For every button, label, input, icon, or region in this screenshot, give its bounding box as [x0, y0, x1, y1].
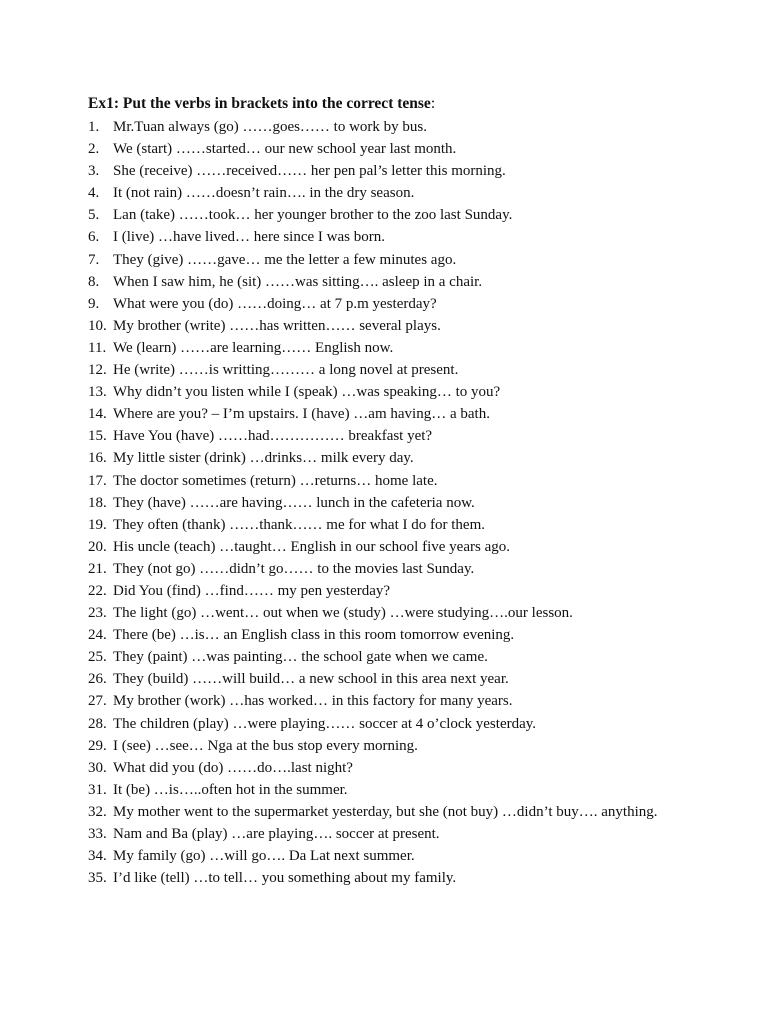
- item-number: 3.: [88, 163, 100, 180]
- exercise-title: Ex1: Put the verbs in brackets into the correct tense: [88, 95, 431, 112]
- item-text: There (be) …is… an English class in this room tomorrow evening.: [113, 627, 515, 644]
- list-item: [88, 359, 688, 381]
- item-number: 10.: [88, 317, 107, 334]
- item-text: My family (go) …will go…. Da Lat next summer.: [113, 848, 415, 865]
- item-number: 11.: [88, 339, 107, 356]
- item-text: Nam and Ba (play) …are playing…. soccer at present.: [113, 826, 440, 842]
- item-text: They often (thank) ……thank…… me for what I do for them.: [113, 516, 485, 533]
- list-item: [88, 602, 688, 624]
- item-text: We (learn) ……are learning…… English now.: [113, 339, 394, 356]
- list-item: [88, 646, 688, 668]
- list-item: [88, 182, 688, 204]
- item-text: They (build) ……will build… a new school in this area next year.: [113, 671, 509, 688]
- item-number: 24.: [88, 627, 107, 644]
- item-number: 21.: [88, 560, 107, 577]
- list-item: [88, 536, 688, 558]
- item-text: When I saw him, he (sit) ……was sitting…. asleep in a chair.: [113, 273, 483, 290]
- list-item: [88, 226, 688, 248]
- exercise-title-colon: :: [430, 95, 436, 112]
- item-number: 32.: [88, 803, 107, 820]
- item-number: 17.: [88, 472, 107, 489]
- item-text: Lan (take) ……took… her younger brother to the zoo last Sunday.: [113, 207, 513, 224]
- item-number: 7.: [88, 251, 100, 268]
- item-text: His uncle (teach) …taught… English in our school five years ago.: [113, 538, 510, 555]
- item-text: They (give) ……gave… me the letter a few minutes ago.: [113, 251, 457, 268]
- item-text: I’d like (tell) …to tell… you something about my family.: [113, 870, 457, 887]
- item-number: 18.: [88, 494, 107, 511]
- item-text: I (see) …see… Nga at the bus stop every morning.: [113, 737, 418, 754]
- item-text: Have You (have) ……had…………… breakfast yet?: [113, 428, 433, 445]
- item-number: 12.: [88, 362, 107, 379]
- item-text: It (be) …is…..often hot in the summer.: [113, 781, 348, 798]
- list-item: [88, 867, 688, 889]
- list-item: [88, 403, 688, 425]
- item-number: 35.: [88, 870, 107, 887]
- item-number: 20.: [88, 538, 107, 555]
- list-item: [88, 801, 688, 823]
- list-item: [88, 514, 688, 536]
- item-text: What were you (do) ……doing… at 7 p.m yesterday?: [113, 295, 437, 312]
- list-item: [88, 249, 688, 271]
- item-text: They (not go) ……didn’t go…… to the movies last Sunday.: [113, 560, 475, 577]
- list-item: [88, 558, 688, 580]
- list-item: [88, 315, 688, 337]
- item-text: The children (play) …were playing…… soccer at 4 o’clock yesterday.: [113, 715, 537, 732]
- item-text: He (write) ……is writting……… a long novel at present.: [113, 362, 459, 379]
- list-item: [88, 492, 688, 514]
- item-text: Why didn’t you listen while I (speak) …was speaking… to you?: [113, 384, 501, 401]
- list-item: [88, 735, 688, 757]
- list-item: [88, 470, 688, 492]
- list-item: [88, 757, 688, 779]
- item-text: My mother went to the supermarket yesterday, but she (not buy) …didn’t buy…. anything.: [113, 803, 658, 820]
- list-item: [88, 116, 688, 138]
- list-item: [88, 160, 688, 182]
- item-number: 27.: [88, 693, 107, 710]
- list-item: [88, 845, 688, 867]
- item-number: 25.: [88, 649, 107, 666]
- item-text: Mr.Tuan always (go) ……goes…… to work by bus.: [113, 119, 428, 135]
- item-text: We (start) ……started… our new school year last month.: [113, 141, 457, 158]
- item-number: 15.: [88, 428, 107, 445]
- list-item: [88, 713, 688, 735]
- item-number: 19.: [88, 516, 107, 533]
- item-number: 8.: [88, 273, 100, 290]
- list-item: [88, 624, 688, 646]
- item-number: 2.: [88, 141, 100, 158]
- item-number: 6.: [88, 229, 100, 246]
- item-number: 16.: [88, 450, 107, 467]
- exercise-heading: [88, 94, 435, 114]
- list-item: [88, 668, 688, 690]
- list-item: [88, 271, 688, 293]
- list-item: [88, 138, 688, 160]
- item-number: 31.: [88, 781, 107, 798]
- item-text: It (not rain) ……doesn’t rain…. in the dry season.: [113, 185, 415, 202]
- list-item: [88, 425, 688, 447]
- item-number: 14.: [88, 406, 107, 423]
- item-number: 5.: [88, 207, 100, 224]
- item-text: The doctor sometimes (return) …returns… home late.: [113, 472, 438, 489]
- item-number: 9.: [88, 295, 100, 312]
- item-number: 29.: [88, 737, 107, 754]
- list-item: [88, 337, 688, 359]
- item-number: 4.: [88, 185, 100, 202]
- item-text: What did you (do) ……do….last night?: [113, 759, 353, 776]
- item-text: Where are you? – I’m upstairs. I (have) …am having… a bath.: [113, 406, 490, 423]
- item-text: They (have) ……are having…… lunch in the cafeteria now.: [113, 494, 475, 511]
- list-item: [88, 580, 688, 602]
- list-item: [88, 204, 688, 226]
- item-text: I (live) …have lived… here since I was born.: [113, 229, 385, 246]
- item-number: 13.: [88, 384, 107, 401]
- list-item: [88, 381, 688, 403]
- list-item: [88, 447, 688, 469]
- item-text: She (receive) ……received…… her pen pal’s letter this morning.: [113, 163, 506, 180]
- item-text: My little sister (drink) …drinks… milk every day.: [113, 450, 414, 467]
- item-text: Did You (find) …find…… my pen yesterday?: [113, 582, 391, 599]
- item-number: 1.: [88, 119, 100, 135]
- list-item: [88, 823, 688, 845]
- item-number: 34.: [88, 848, 107, 865]
- item-number: 26.: [88, 671, 107, 688]
- item-text: My brother (work) …has worked… in this factory for many years.: [113, 693, 513, 710]
- item-number: 30.: [88, 759, 107, 776]
- exercise-list: [88, 116, 688, 889]
- item-text: My brother (write) ……has written…… several plays.: [113, 317, 441, 334]
- list-item: [88, 293, 688, 315]
- item-number: 23.: [88, 605, 107, 622]
- item-text: They (paint) …was painting… the school gate when we came.: [113, 649, 488, 666]
- list-item: [88, 779, 688, 801]
- item-text: The light (go) …went… out when we (study) …were studying….our lesson.: [113, 605, 573, 622]
- item-number: 28.: [88, 715, 107, 732]
- list-item: [88, 690, 688, 712]
- item-number: 22.: [88, 582, 107, 599]
- item-number: 33.: [88, 826, 107, 842]
